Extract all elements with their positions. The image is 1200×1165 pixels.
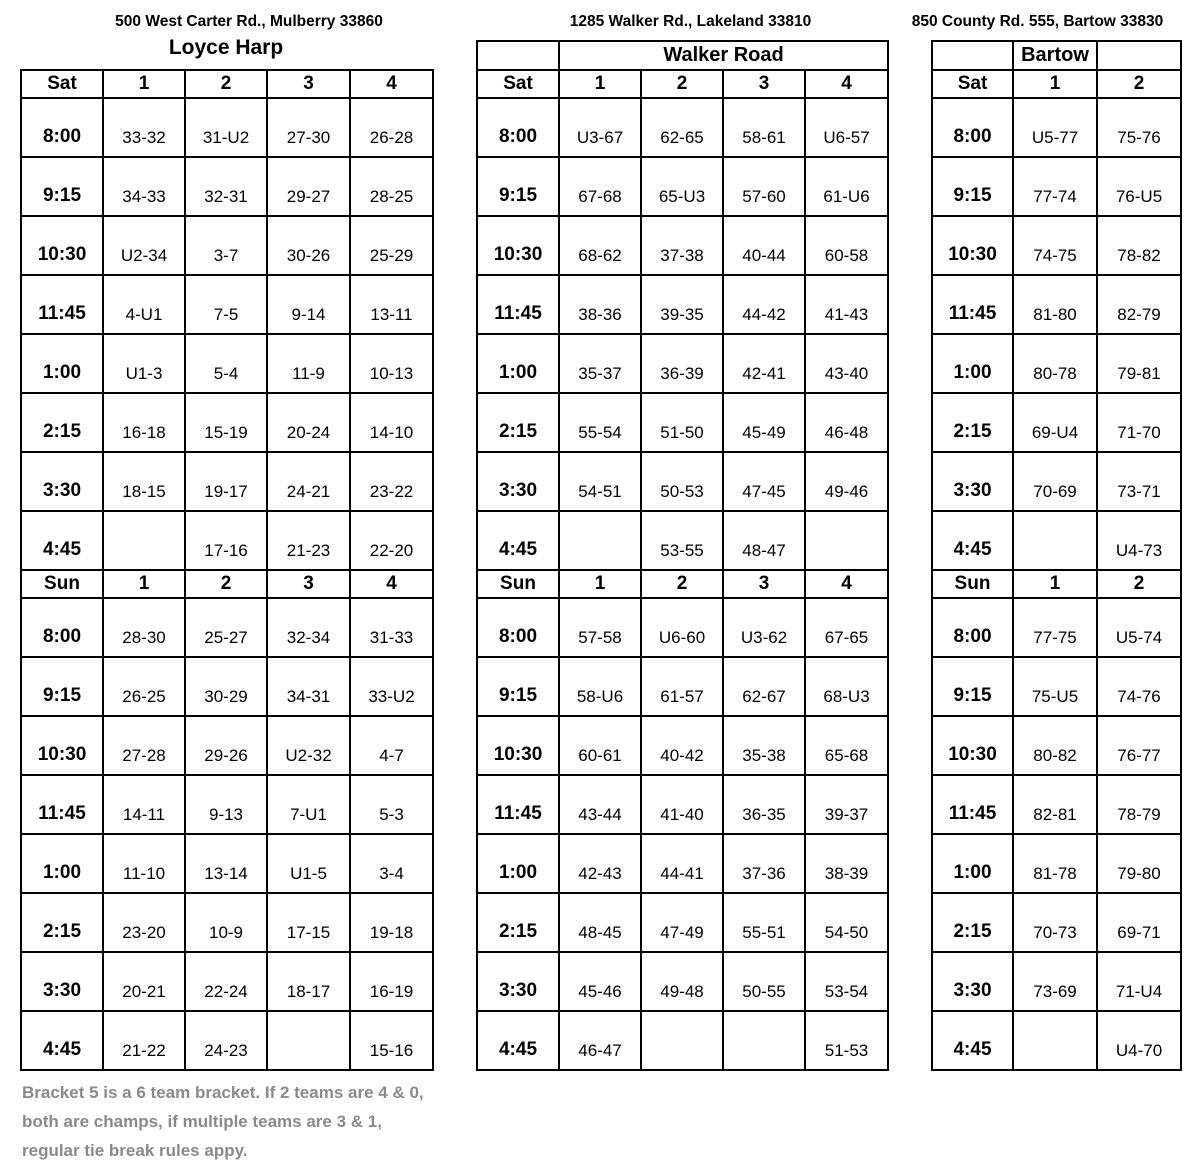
bracket-note-line: Bracket 5 is a 6 team bracket. If 2 teams are 4 & 0, <box>22 1083 424 1102</box>
game-cell: 62-67 <box>723 657 805 716</box>
game-cell: 16-18 <box>103 393 185 452</box>
time-cell: 1:00 <box>477 334 559 393</box>
game-cell: 38-36 <box>559 275 641 334</box>
time-cell: 9:15 <box>932 157 1013 216</box>
day-header-cell: Sat <box>932 70 1013 98</box>
game-cell: 7-U1 <box>267 775 350 834</box>
game-cell: 39-35 <box>641 275 723 334</box>
game-cell: 7-5 <box>185 275 267 334</box>
time-cell: 1:00 <box>932 834 1013 893</box>
venue-address: 1285 Walker Rd., Lakeland 33810 <box>569 13 812 30</box>
court-header-cell: 1 <box>103 570 185 598</box>
game-cell: 44-42 <box>723 275 805 334</box>
time-cell: 11:45 <box>932 275 1013 334</box>
court-header-cell: 2 <box>641 570 723 598</box>
game-cell: 4-U1 <box>103 275 185 334</box>
time-cell: 8:00 <box>21 598 103 657</box>
game-cell: 42-43 <box>559 834 641 893</box>
game-cell: 24-23 <box>185 1011 267 1070</box>
game-cell: 22-24 <box>185 952 267 1011</box>
game-cell: 34-31 <box>267 657 350 716</box>
day-header-cell: Sun <box>477 570 559 598</box>
game-cell: U5-74 <box>1097 598 1181 657</box>
time-cell: 3:30 <box>477 452 559 511</box>
game-cell: 17-15 <box>267 893 350 952</box>
time-cell: 4:45 <box>21 511 103 570</box>
time-cell: 4:45 <box>477 1011 559 1070</box>
time-cell: 4:45 <box>477 511 559 570</box>
game-cell: 14-11 <box>103 775 185 834</box>
game-cell: 43-44 <box>559 775 641 834</box>
game-cell: 55-51 <box>723 893 805 952</box>
game-cell: 78-82 <box>1097 216 1181 275</box>
game-cell: U5-77 <box>1013 98 1097 157</box>
game-cell: 13-11 <box>350 275 433 334</box>
time-cell: 3:30 <box>21 952 103 1011</box>
court-header-cell: 4 <box>805 70 888 98</box>
time-cell: 4:45 <box>21 1011 103 1070</box>
game-cell: 24-21 <box>267 452 350 511</box>
time-cell: 9:15 <box>477 157 559 216</box>
game-cell: 36-35 <box>723 775 805 834</box>
time-cell: 11:45 <box>21 275 103 334</box>
game-cell: 42-41 <box>723 334 805 393</box>
game-cell: 23-20 <box>103 893 185 952</box>
court-header-cell: 4 <box>350 570 433 598</box>
game-cell: U3-62 <box>723 598 805 657</box>
time-cell: 8:00 <box>21 98 103 157</box>
time-cell: 8:00 <box>477 98 559 157</box>
game-cell: 35-37 <box>559 334 641 393</box>
time-cell: 11:45 <box>477 275 559 334</box>
game-cell: 41-43 <box>805 275 888 334</box>
game-cell: 80-82 <box>1013 716 1097 775</box>
game-cell: 81-80 <box>1013 275 1097 334</box>
time-cell: 2:15 <box>932 393 1013 452</box>
game-cell: 28-25 <box>350 157 433 216</box>
day-header-cell: Sun <box>932 570 1013 598</box>
game-cell: 17-16 <box>185 511 267 570</box>
court-header-cell: 1 <box>1013 570 1097 598</box>
game-cell: 31-33 <box>350 598 433 657</box>
time-cell: 10:30 <box>21 216 103 275</box>
game-cell: 13-14 <box>185 834 267 893</box>
game-cell <box>559 511 641 570</box>
game-cell <box>103 511 185 570</box>
court-header-cell: 3 <box>267 570 350 598</box>
time-cell: 3:30 <box>477 952 559 1011</box>
game-cell: 33-U2 <box>350 657 433 716</box>
day-header-cell: Sun <box>21 570 103 598</box>
court-header-cell: 2 <box>641 70 723 98</box>
time-cell: 4:45 <box>932 511 1013 570</box>
bracket-note-line: regular tie break rules appy. <box>22 1141 248 1160</box>
game-cell: 77-75 <box>1013 598 1097 657</box>
court-header-cell: 2 <box>185 70 267 98</box>
game-cell: 61-57 <box>641 657 723 716</box>
game-cell: U6-60 <box>641 598 723 657</box>
game-cell: 79-81 <box>1097 334 1181 393</box>
game-cell: U6-57 <box>805 98 888 157</box>
venue-title-cell: Bartow <box>1013 41 1097 70</box>
game-cell: 11-10 <box>103 834 185 893</box>
game-cell: 39-37 <box>805 775 888 834</box>
game-cell: 19-18 <box>350 893 433 952</box>
game-cell: 69-U4 <box>1013 393 1097 452</box>
game-cell: 38-39 <box>805 834 888 893</box>
time-cell: 9:15 <box>932 657 1013 716</box>
game-cell: U2-32 <box>267 716 350 775</box>
game-cell: 16-19 <box>350 952 433 1011</box>
time-cell: 1:00 <box>477 834 559 893</box>
time-cell: 2:15 <box>21 893 103 952</box>
game-cell: 40-42 <box>641 716 723 775</box>
time-cell: 1:00 <box>21 834 103 893</box>
game-cell: 73-69 <box>1013 952 1097 1011</box>
court-header-cell: 3 <box>723 570 805 598</box>
venue-title-cell: Walker Road <box>559 41 888 70</box>
time-cell: 1:00 <box>932 334 1013 393</box>
game-cell: 33-32 <box>103 98 185 157</box>
game-cell: 48-45 <box>559 893 641 952</box>
game-cell: 49-46 <box>805 452 888 511</box>
time-cell: 11:45 <box>477 775 559 834</box>
game-cell: 50-53 <box>641 452 723 511</box>
game-cell: 15-16 <box>350 1011 433 1070</box>
game-cell: 50-55 <box>723 952 805 1011</box>
game-cell: 60-61 <box>559 716 641 775</box>
game-cell: 3-7 <box>185 216 267 275</box>
game-cell: 70-73 <box>1013 893 1097 952</box>
game-cell: 62-65 <box>641 98 723 157</box>
time-cell: 3:30 <box>21 452 103 511</box>
game-cell: 57-58 <box>559 598 641 657</box>
venue-address: 850 County Rd. 555, Bartow 33830 <box>911 13 1164 30</box>
game-cell: 19-17 <box>185 452 267 511</box>
venue-address: 500 West Carter Rd., Mulberry 33860 <box>115 13 383 30</box>
game-cell: 73-71 <box>1097 452 1181 511</box>
game-cell: 11-9 <box>267 334 350 393</box>
game-cell: 47-45 <box>723 452 805 511</box>
game-cell: 58-61 <box>723 98 805 157</box>
game-cell: 21-22 <box>103 1011 185 1070</box>
court-header-cell: 1 <box>559 70 641 98</box>
game-cell: 15-19 <box>185 393 267 452</box>
court-header-cell: 1 <box>1013 70 1097 98</box>
game-cell <box>1013 511 1097 570</box>
game-cell: 46-48 <box>805 393 888 452</box>
venue-title: Loyce Harp <box>168 36 284 59</box>
time-cell: 11:45 <box>21 775 103 834</box>
game-cell: 54-51 <box>559 452 641 511</box>
game-cell: 53-54 <box>805 952 888 1011</box>
schedule-table-bartow <box>931 40 1182 1071</box>
time-cell: 10:30 <box>477 716 559 775</box>
game-cell: 45-46 <box>559 952 641 1011</box>
game-cell: 25-27 <box>185 598 267 657</box>
game-cell: U4-73 <box>1097 511 1181 570</box>
game-cell: 43-40 <box>805 334 888 393</box>
court-header-cell: 2 <box>1097 70 1181 98</box>
game-cell: 26-25 <box>103 657 185 716</box>
game-cell: 81-78 <box>1013 834 1097 893</box>
game-cell <box>267 1011 350 1070</box>
game-cell: 37-36 <box>723 834 805 893</box>
game-cell: 53-55 <box>641 511 723 570</box>
game-cell: 21-23 <box>267 511 350 570</box>
time-cell: 10:30 <box>932 716 1013 775</box>
game-cell: 36-39 <box>641 334 723 393</box>
game-cell: 10-13 <box>350 334 433 393</box>
game-cell: 34-33 <box>103 157 185 216</box>
game-cell: 27-28 <box>103 716 185 775</box>
game-cell: 55-54 <box>559 393 641 452</box>
game-cell: 79-80 <box>1097 834 1181 893</box>
time-cell: 10:30 <box>932 216 1013 275</box>
game-cell: 67-68 <box>559 157 641 216</box>
court-header-cell: 3 <box>267 70 350 98</box>
court-header-cell: 4 <box>805 570 888 598</box>
game-cell: 45-49 <box>723 393 805 452</box>
game-cell: 9-14 <box>267 275 350 334</box>
court-header-cell: 4 <box>350 70 433 98</box>
game-cell: 32-34 <box>267 598 350 657</box>
game-cell: 65-U3 <box>641 157 723 216</box>
time-cell: 3:30 <box>932 952 1013 1011</box>
game-cell: 47-49 <box>641 893 723 952</box>
game-cell: 68-62 <box>559 216 641 275</box>
game-cell: 35-38 <box>723 716 805 775</box>
game-cell: 80-78 <box>1013 334 1097 393</box>
game-cell: 74-76 <box>1097 657 1181 716</box>
time-cell: 4:45 <box>932 1011 1013 1070</box>
game-cell: 10-9 <box>185 893 267 952</box>
time-cell: 2:15 <box>477 393 559 452</box>
title-row-spacer-cell <box>932 41 1013 70</box>
game-cell: 27-30 <box>267 98 350 157</box>
game-cell <box>641 1011 723 1070</box>
game-cell: 40-44 <box>723 216 805 275</box>
game-cell <box>723 1011 805 1070</box>
time-cell: 8:00 <box>477 598 559 657</box>
game-cell: 4-7 <box>350 716 433 775</box>
time-cell: 8:00 <box>932 98 1013 157</box>
game-cell: U2-34 <box>103 216 185 275</box>
game-cell: 67-65 <box>805 598 888 657</box>
game-cell: 3-4 <box>350 834 433 893</box>
game-cell: 82-81 <box>1013 775 1097 834</box>
time-cell: 9:15 <box>21 657 103 716</box>
game-cell: 57-60 <box>723 157 805 216</box>
time-cell: 11:45 <box>932 775 1013 834</box>
game-cell: 51-53 <box>805 1011 888 1070</box>
game-cell: 71-70 <box>1097 393 1181 452</box>
game-cell: U1-5 <box>267 834 350 893</box>
game-cell: 78-79 <box>1097 775 1181 834</box>
court-header-cell: 3 <box>723 70 805 98</box>
game-cell: 65-68 <box>805 716 888 775</box>
court-header-cell: 2 <box>185 570 267 598</box>
game-cell: 14-10 <box>350 393 433 452</box>
game-cell: 71-U4 <box>1097 952 1181 1011</box>
game-cell: 37-38 <box>641 216 723 275</box>
court-header-cell: 1 <box>559 570 641 598</box>
game-cell: 28-30 <box>103 598 185 657</box>
game-cell: 58-U6 <box>559 657 641 716</box>
bracket-note <box>22 1078 424 1165</box>
game-cell: 60-58 <box>805 216 888 275</box>
game-cell: 49-48 <box>641 952 723 1011</box>
game-cell: 22-20 <box>350 511 433 570</box>
game-cell: 32-31 <box>185 157 267 216</box>
game-cell: 23-22 <box>350 452 433 511</box>
game-cell: U4-70 <box>1097 1011 1181 1070</box>
game-cell: 18-15 <box>103 452 185 511</box>
game-cell: 20-24 <box>267 393 350 452</box>
time-cell: 9:15 <box>477 657 559 716</box>
court-header-cell: 2 <box>1097 570 1181 598</box>
day-header-cell: Sat <box>21 70 103 98</box>
game-cell: 29-27 <box>267 157 350 216</box>
time-cell: 9:15 <box>21 157 103 216</box>
game-cell: 70-69 <box>1013 452 1097 511</box>
time-cell: 2:15 <box>477 893 559 952</box>
game-cell: 31-U2 <box>185 98 267 157</box>
game-cell: 20-21 <box>103 952 185 1011</box>
game-cell: 75-76 <box>1097 98 1181 157</box>
game-cell: 51-50 <box>641 393 723 452</box>
game-cell: 54-50 <box>805 893 888 952</box>
game-cell: 30-29 <box>185 657 267 716</box>
time-cell: 10:30 <box>477 216 559 275</box>
court-header-cell: 1 <box>103 70 185 98</box>
game-cell: 44-41 <box>641 834 723 893</box>
time-cell: 3:30 <box>932 452 1013 511</box>
game-cell: 76-U5 <box>1097 157 1181 216</box>
schedule-table-walker-road <box>476 40 889 1071</box>
game-cell <box>1013 1011 1097 1070</box>
game-cell: 75-U5 <box>1013 657 1097 716</box>
title-row-spacer-cell <box>477 41 559 70</box>
day-header-cell: Sat <box>477 70 559 98</box>
game-cell: 74-75 <box>1013 216 1097 275</box>
game-cell: 9-13 <box>185 775 267 834</box>
game-cell: 77-74 <box>1013 157 1097 216</box>
game-cell <box>805 511 888 570</box>
game-cell: 30-26 <box>267 216 350 275</box>
game-cell: 48-47 <box>723 511 805 570</box>
game-cell: 18-17 <box>267 952 350 1011</box>
game-cell: 69-71 <box>1097 893 1181 952</box>
time-cell: 1:00 <box>21 334 103 393</box>
game-cell: 68-U3 <box>805 657 888 716</box>
time-cell: 10:30 <box>21 716 103 775</box>
schedule-table-loyce-harp <box>20 69 434 1071</box>
game-cell: 25-29 <box>350 216 433 275</box>
game-cell: 5-3 <box>350 775 433 834</box>
time-cell: 2:15 <box>21 393 103 452</box>
bracket-note-line: both are champs, if multiple teams are 3 & 1, <box>22 1112 382 1131</box>
game-cell: 26-28 <box>350 98 433 157</box>
game-cell: 61-U6 <box>805 157 888 216</box>
game-cell: 76-77 <box>1097 716 1181 775</box>
game-cell: U1-3 <box>103 334 185 393</box>
game-cell: 41-40 <box>641 775 723 834</box>
game-cell: 46-47 <box>559 1011 641 1070</box>
game-cell: 82-79 <box>1097 275 1181 334</box>
game-cell: 5-4 <box>185 334 267 393</box>
game-cell: 29-26 <box>185 716 267 775</box>
game-cell: U3-67 <box>559 98 641 157</box>
title-row-spacer-cell <box>1097 41 1181 70</box>
time-cell: 8:00 <box>932 598 1013 657</box>
time-cell: 2:15 <box>932 893 1013 952</box>
